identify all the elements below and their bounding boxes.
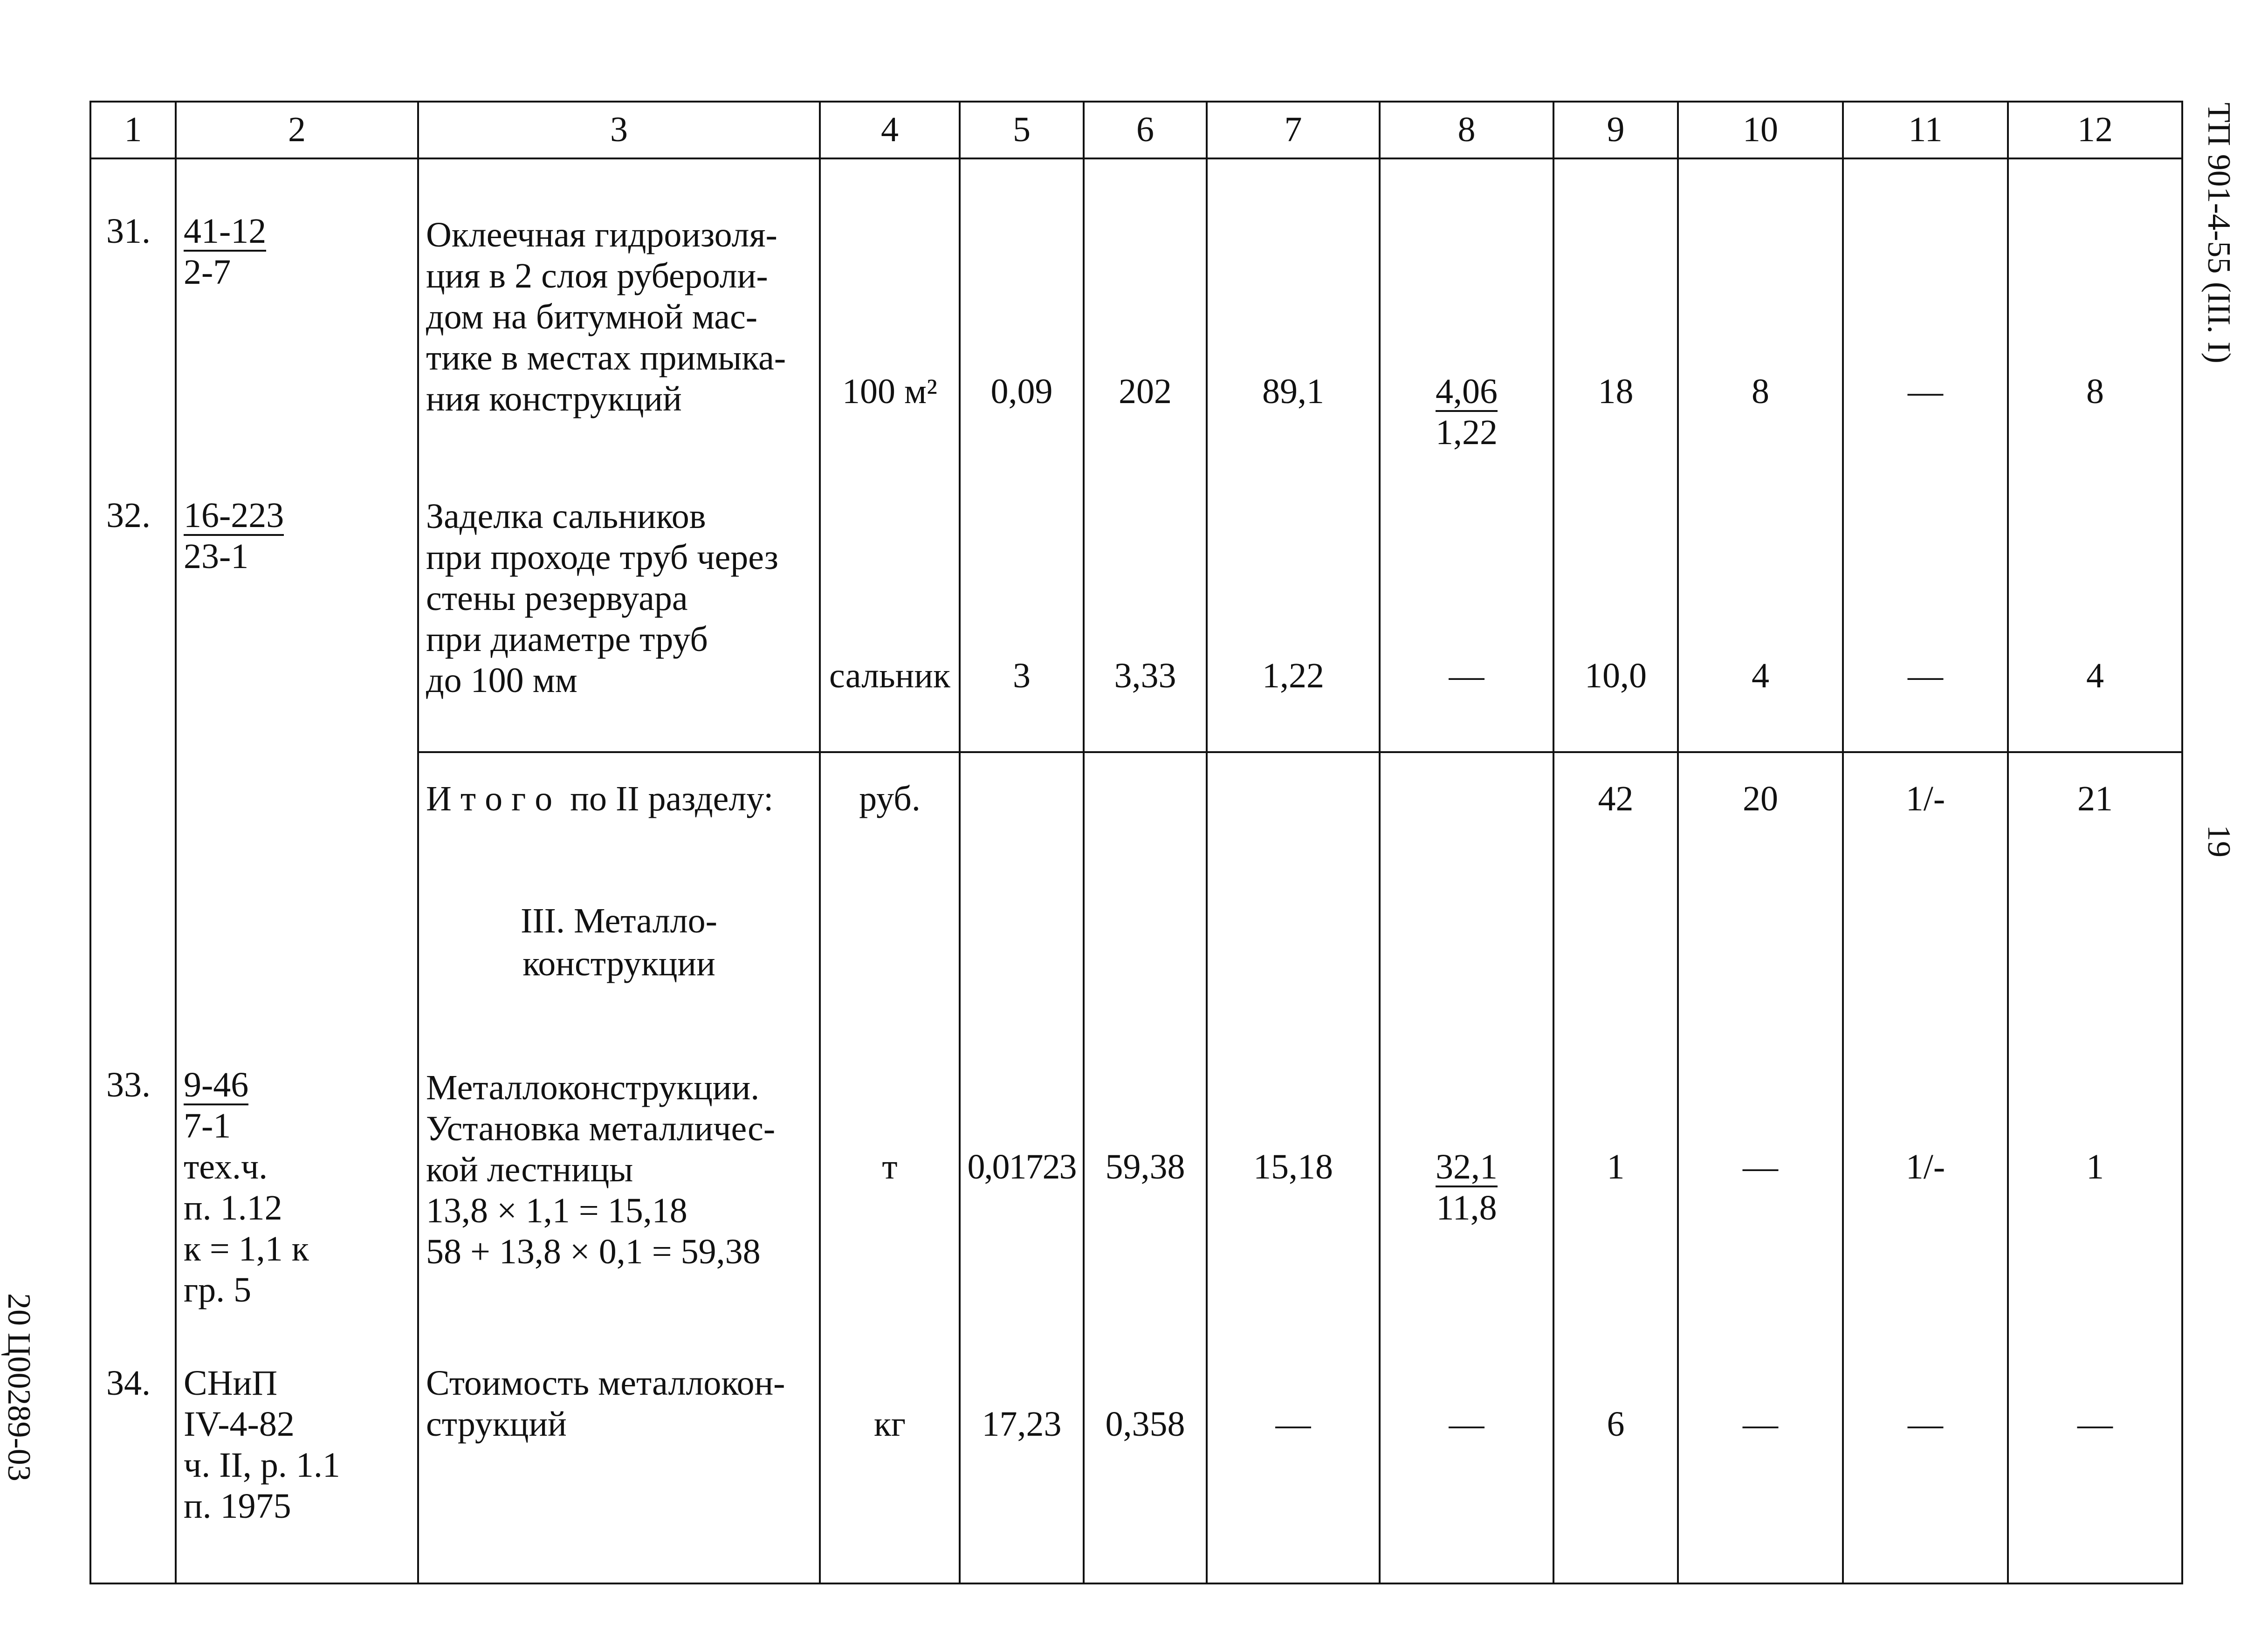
row-31-col10: 8 — [1752, 372, 1769, 411]
row-32-description — [426, 496, 778, 701]
row-32-col10: 4 — [1752, 656, 1769, 695]
col-border-0 — [89, 101, 91, 1584]
row-32-desc-line-3: стены резервуара — [426, 579, 688, 618]
header-col-1: 1 — [124, 110, 142, 149]
row-31-code — [184, 211, 266, 293]
row-34-col8: — — [1449, 1405, 1485, 1444]
section-2-total-col11: 1/- — [1905, 779, 1945, 818]
header-col-9: 9 — [1607, 110, 1625, 149]
row-33-unit: т — [882, 1147, 898, 1186]
header-col-4: 4 — [881, 110, 899, 149]
section-3-title-line-1: III. Металло- — [521, 901, 717, 940]
col-border-6 — [1206, 101, 1208, 1584]
col-border-9 — [1677, 101, 1679, 1584]
header-col-3: 3 — [610, 110, 628, 149]
col-border-8 — [1553, 101, 1554, 1584]
row-31-col7: 89,1 — [1262, 372, 1324, 411]
row-33-code-bottom: 7-1 — [184, 1106, 231, 1145]
header-col-7: 7 — [1284, 110, 1302, 149]
row-33-desc-line-2: Установка металличес- — [426, 1109, 776, 1148]
row-33-col8-top: 32,1 — [1436, 1147, 1498, 1186]
col-border-1 — [175, 101, 177, 1584]
margin-doc-code-right: ТП 901-4-55 (III. I) — [2201, 103, 2237, 363]
row-33-code — [184, 1064, 309, 1310]
row-31-code-bottom: 2-7 — [184, 253, 231, 292]
row-32-code-top: 16-223 — [184, 496, 284, 535]
row-32-col6: 3,33 — [1114, 656, 1176, 695]
row-33-code-extra-1: тех.ч. — [184, 1147, 268, 1186]
row-34-number: 34. — [106, 1364, 151, 1403]
row-32-desc-line-5: до 100 мм — [426, 661, 577, 700]
row-33-desc-line-1: Металлоконструкции. — [426, 1068, 760, 1107]
row-31-code-top: 41-12 — [184, 212, 267, 251]
row-32-col8: — — [1449, 656, 1485, 695]
row-34-code-line-4: п. 1975 — [184, 1487, 291, 1526]
col-border-11 — [2007, 101, 2009, 1584]
col-border-10 — [1842, 101, 1844, 1584]
row-32-code — [184, 495, 284, 577]
row-31-col9: 18 — [1598, 372, 1634, 411]
header-col-6: 6 — [1136, 110, 1154, 149]
header-col-12: 12 — [2077, 110, 2113, 149]
row-34-code-line-2: IV-4-82 — [184, 1405, 295, 1444]
row-34-desc-line-2: струкций — [426, 1405, 567, 1444]
row-32-qty: 3 — [1013, 656, 1031, 695]
section-3-title — [419, 899, 819, 985]
section-2-total-col12: 21 — [2077, 779, 2113, 818]
row-33-col11: 1/- — [1905, 1147, 1945, 1186]
header-col-5: 5 — [1013, 110, 1031, 149]
row-34-col12: — — [2077, 1405, 2113, 1444]
row-33-description — [426, 1067, 812, 1272]
row-33-col9: 1 — [1607, 1147, 1625, 1186]
row-32-unit: сальник — [829, 656, 950, 695]
total-row-divider — [417, 751, 2183, 753]
margin-page-number-right: 19 — [2201, 825, 2237, 857]
row-34-code-line-1: СНиП — [184, 1364, 278, 1403]
col-border-12 — [2181, 101, 2183, 1584]
row-33-qty: 0,01723 — [967, 1147, 1076, 1186]
col-border-2 — [417, 101, 419, 1584]
header-col-10: 10 — [1743, 110, 1778, 149]
row-34-qty: 17,23 — [982, 1405, 1062, 1444]
row-33-col12: 1 — [2086, 1147, 2104, 1186]
row-33-code-extra-4: гр. 5 — [184, 1270, 252, 1309]
row-33-number: 33. — [106, 1065, 151, 1104]
row-32-desc-line-1: Заделка сальников — [426, 497, 706, 536]
row-31-col11: — — [1908, 372, 1943, 411]
row-34-desc-line-1: Стоимость металлокон- — [426, 1364, 785, 1403]
row-31-number: 31. — [106, 212, 151, 251]
row-34-col9: 6 — [1607, 1405, 1625, 1444]
header-col-8: 8 — [1457, 110, 1476, 149]
row-33-col6: 59,38 — [1105, 1147, 1185, 1186]
row-31-desc-line-4: тике в местах примыка- — [426, 338, 786, 377]
row-33-desc-line-5: 58 + 13,8 × 0,1 = 59,38 — [426, 1232, 761, 1271]
row-33-col8 — [1381, 1146, 1553, 1228]
row-34-code — [184, 1363, 340, 1527]
col-border-5 — [1083, 101, 1085, 1584]
row-34-col6: 0,358 — [1105, 1405, 1185, 1444]
row-33-desc-line-4: 13,8 × 1,1 = 15,18 — [426, 1191, 687, 1230]
row-31-col8 — [1381, 371, 1553, 453]
table-bottom-border — [89, 1583, 2183, 1584]
row-34-col7: — — [1275, 1405, 1311, 1444]
row-34-code-line-3: ч. II, р. 1.1 — [184, 1446, 340, 1485]
row-34-col10: — — [1743, 1405, 1778, 1444]
row-33-col10: — — [1743, 1147, 1778, 1186]
row-31-col8-bottom: 1,22 — [1436, 413, 1498, 452]
row-31-qty: 0,09 — [990, 372, 1053, 411]
row-31-unit: 100 м² — [842, 372, 937, 411]
row-31-desc-line-5: ния конструкций — [426, 379, 682, 418]
row-31-col8-top: 4,06 — [1436, 372, 1498, 411]
row-31-col12: 8 — [2086, 372, 2104, 411]
row-32-col7: 1,22 — [1262, 656, 1324, 695]
row-32-number: 32. — [106, 496, 151, 535]
row-31-desc-line-3: дом на битумной мас- — [426, 297, 758, 336]
row-33-code-extra-2: п. 1.12 — [184, 1188, 282, 1227]
section-2-total-col9: 42 — [1598, 779, 1634, 818]
row-34-unit: кг — [873, 1405, 906, 1444]
margin-doc-code-left: Ц00289-03 — [1, 1333, 37, 1481]
row-33-col8-bottom: 11,8 — [1436, 1188, 1497, 1227]
col-border-4 — [959, 101, 961, 1584]
row-33-col7: 15,18 — [1253, 1147, 1333, 1186]
section-3-title-line-2: конструкции — [522, 944, 715, 983]
row-32-col11: — — [1908, 656, 1943, 695]
row-32-col9: 10,0 — [1585, 656, 1647, 695]
row-32-desc-line-2: при проходе труб через — [426, 538, 778, 577]
table-top-border — [89, 101, 2183, 103]
row-32-desc-line-4: при диаметре труб — [426, 620, 708, 659]
row-33-code-top: 9-46 — [184, 1065, 249, 1104]
row-33-desc-line-3: кой лестницы — [426, 1150, 633, 1189]
row-31-description — [426, 214, 812, 419]
row-31-desc-line-1: Оклеечная гидроизоля- — [426, 215, 777, 254]
row-31-col6: 202 — [1119, 372, 1172, 411]
col-border-3 — [819, 101, 821, 1584]
row-32-code-bottom: 23-1 — [184, 537, 249, 576]
margin-page-number-left: 20 — [1, 1293, 37, 1326]
col-border-7 — [1379, 101, 1381, 1584]
section-2-total-col10: 20 — [1743, 779, 1778, 818]
row-34-description — [426, 1363, 785, 1445]
header-col-2: 2 — [288, 110, 306, 149]
section-2-total-label: И т о г о по II разделу: — [426, 779, 774, 818]
row-31-desc-line-2: ция в 2 слоя рубероли- — [426, 256, 768, 295]
row-33-code-extra-3: к = 1,1 к — [184, 1229, 309, 1268]
row-34-col11: — — [1908, 1405, 1943, 1444]
section-2-total-unit: руб. — [859, 779, 921, 818]
row-32-col12: 4 — [2086, 656, 2104, 695]
header-col-11: 11 — [1908, 110, 1943, 149]
header-bottom-border — [89, 158, 2183, 159]
